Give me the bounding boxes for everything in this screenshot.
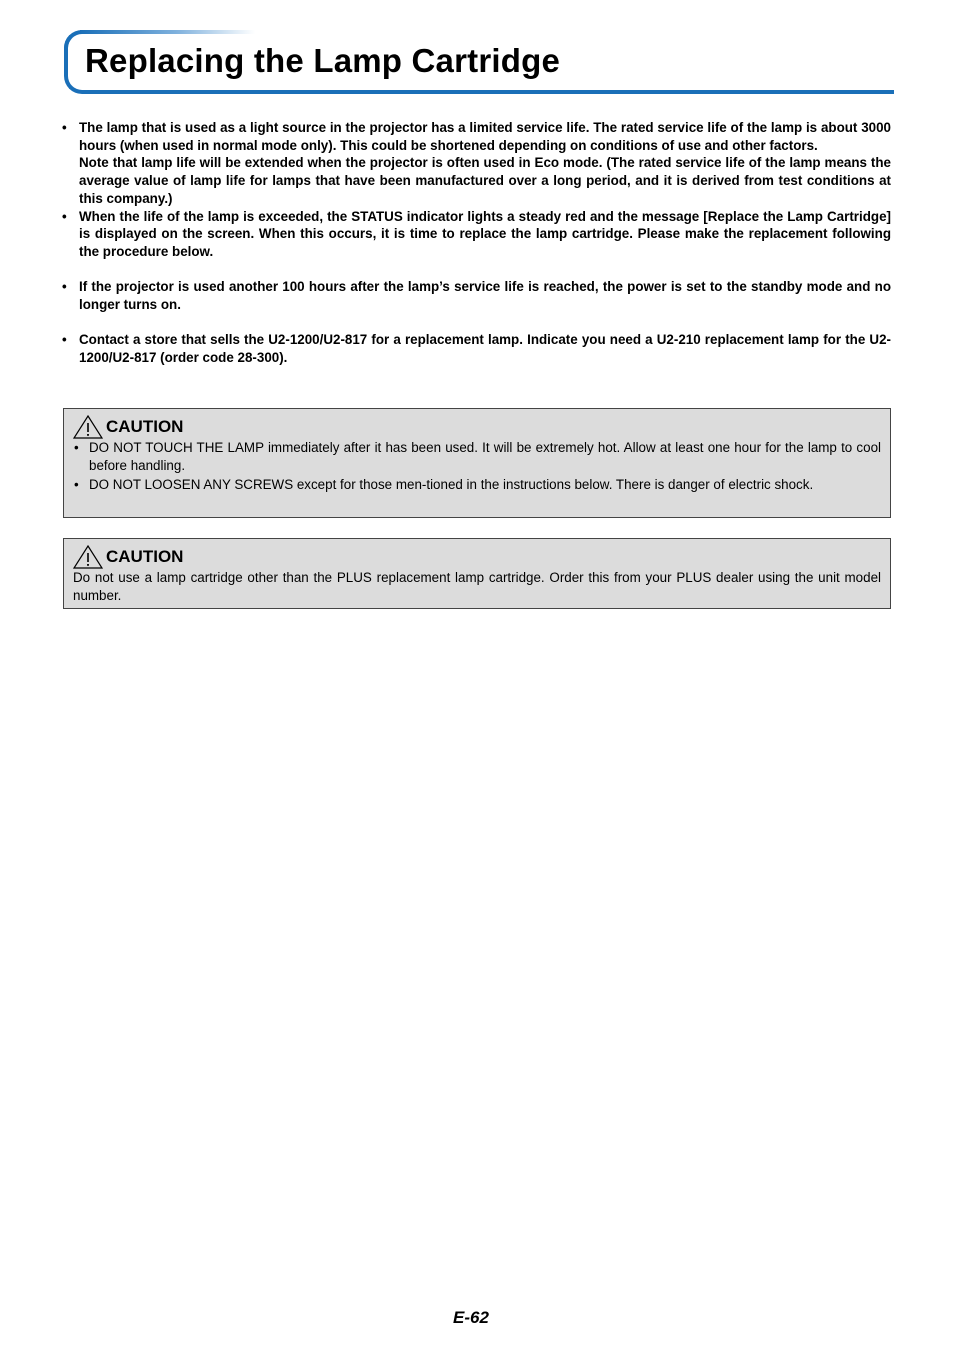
bullet-dot: • xyxy=(74,440,79,455)
warning-triangle-icon xyxy=(73,415,103,439)
bullet-item-replacement-order xyxy=(62,331,891,366)
bullet-paragraph: If the projector is used another 100 hours after the lamp’s service life is reached, the power is set to the standby mode and no longer turns on. xyxy=(79,279,891,313)
caution-title: CAUTION xyxy=(106,416,184,436)
caution-box-hot-lamp xyxy=(63,408,891,518)
bullet-dot: • xyxy=(62,332,67,348)
caution-item-text: DO NOT TOUCH THE LAMP immediately after it has been used. It will be extremely hot. Allow at least one hour for the lamp to cool before handling. xyxy=(89,440,881,474)
caution-item xyxy=(73,476,881,494)
bullet-item-standby xyxy=(62,278,891,313)
caution-item-text: DO NOT LOOSEN ANY SCREWS except for those men-tioned in the instructions below. There is danger of electric shock. xyxy=(89,476,814,492)
caution-header xyxy=(73,546,881,568)
bullet-dot: • xyxy=(62,279,67,295)
warning-triangle-icon xyxy=(73,545,103,569)
bullet-paragraph: Contact a store that sells the U2-1200/U2-817 for a replacement lamp. Indicate you need a U2-210 replacement lamp for the U2-1200/U2-817 (order code 28-300). xyxy=(79,332,891,366)
bullet-spacer xyxy=(62,314,891,332)
page-title: Replacing the Lamp Cartridge xyxy=(85,42,561,79)
bullet-spacer xyxy=(62,261,891,279)
caution-box-genuine-cartridge xyxy=(63,538,891,609)
info-bullet-list xyxy=(62,119,891,367)
bullet-dot: • xyxy=(62,208,67,224)
page-number: E-62 xyxy=(453,1308,489,1327)
caution-item xyxy=(73,439,881,476)
bullet-dot: • xyxy=(74,476,79,492)
bullet-dot: • xyxy=(62,120,67,135)
caution-list xyxy=(73,439,881,494)
title-frame-top-accent xyxy=(80,30,255,34)
bullet-paragraph: When the life of the lamp is exceeded, the STATUS indicator lights a steady red and the message [Replace the Lamp Cartridge] is displayed on the screen. When this occurs, it is time to replace the lamp cartridge. Please make the replacement following the procedure below. xyxy=(79,208,891,259)
caution-title: CAUTION xyxy=(106,546,184,566)
caution-header xyxy=(73,416,881,438)
bullet-item-status-indicator xyxy=(62,208,891,261)
caution-text: Do not use a lamp cartridge other than the PLUS replacement lamp cartridge. Order this from your PLUS dealer using the unit model number. xyxy=(73,570,881,604)
bullet-item-lamp-life xyxy=(62,119,891,208)
bullet-paragraph: Note that lamp life will be extended when the projector is often used in Eco mode. (The rated service life of the lamp means the average value of lamp life for lamps that have been manufactured over a long period, and it is derived from test conditions at this company.) xyxy=(79,155,891,206)
bullet-paragraph: The lamp that is used as a light source in the projector has a limited service life. The rated service life of the lamp is about 3000 hours (when used in normal mode only). This could be shortened depending on conditions of use and other factors. xyxy=(79,120,891,153)
